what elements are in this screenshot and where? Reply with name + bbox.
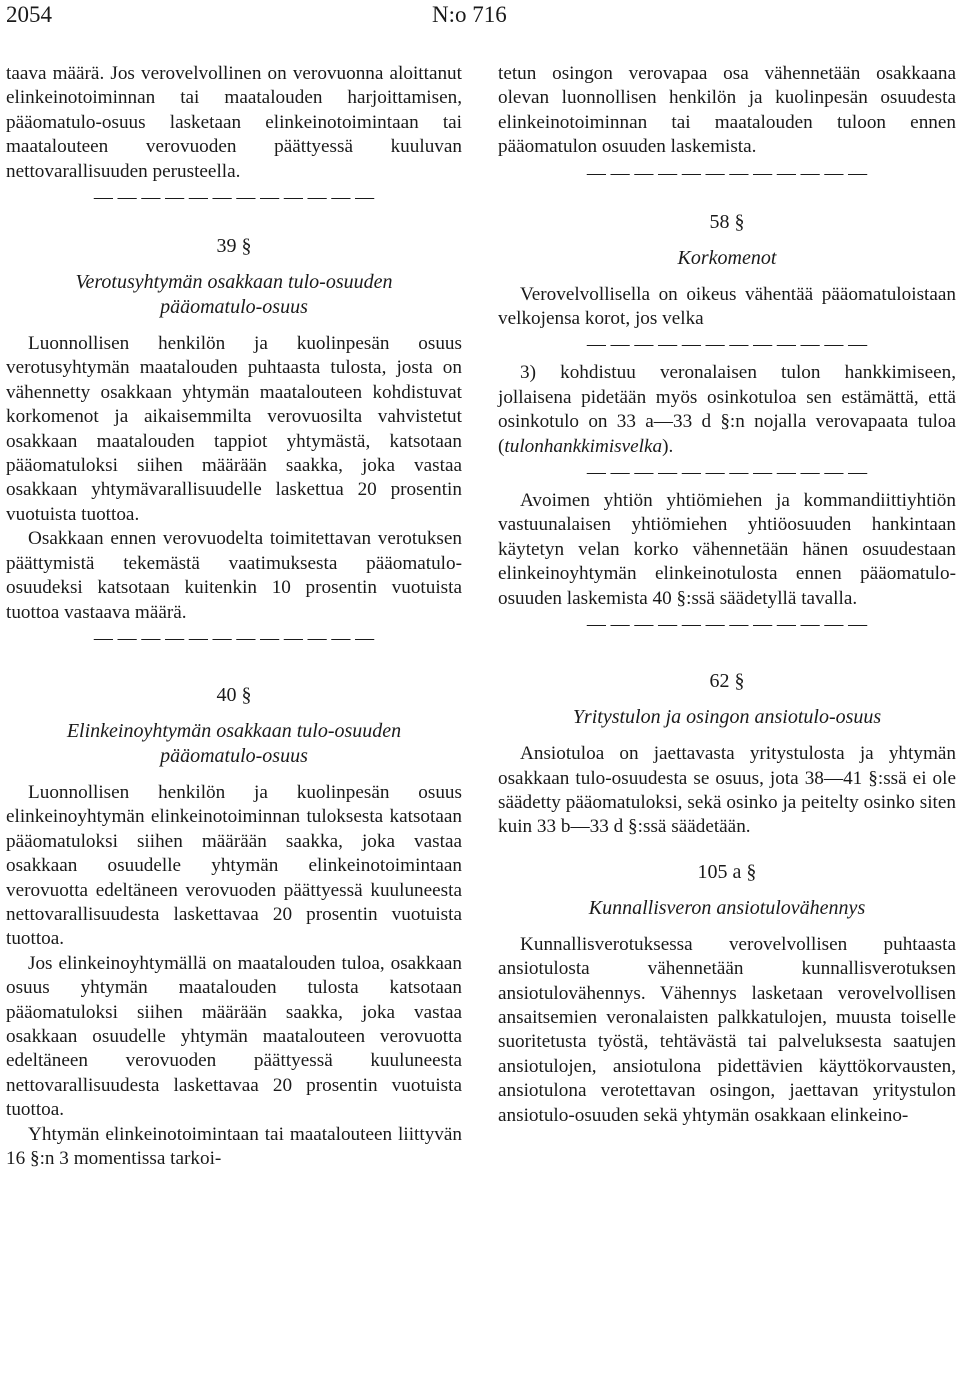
section-number-58: 58 §: [709, 210, 745, 233]
section-number-39: 39 §: [216, 235, 252, 258]
section-title-62: Yritystulon ja osingon ansiotulo-osuus: [572, 706, 882, 729]
right-column: [498, 62, 956, 1128]
paragraph-text: ).: [662, 435, 674, 457]
section-title-40-line1: Elinkeinoyhtymän osakkaan tulo-osuuden: [66, 719, 402, 742]
separator-dashes: — — — — — — — — — — — —: [93, 627, 375, 649]
separator-dashes: — — — — — — — — — — — —: [586, 162, 868, 184]
paragraph-text: 3) kohdistuu veronalaisen tulon hankkimiseen, jollaisena pidetään myös osinkotuloa sen estämättä, että osinkotulo on 33 a—33 d §:n nojalla verovapaata tuloa (: [498, 362, 956, 457]
page-header: [0, 0, 960, 40]
paragraph: taava määrä. Jos verovelvollinen on verovuonna aloittanut elinkeinotoiminnan tai maatalouden harjoittamisen, pääomatulo-osuus lasketaan elinkeinotoimintaan tai maatalouteen verovuoden päättyessä kuuluvan nettovarallisuuden perusteella.: [6, 63, 462, 182]
section-title-39-line2: pääomatulo-osuus: [160, 296, 308, 319]
paragraph: Yhtymän elinkeinotoimintaan tai maatalouteen liittyvän 16 §:n 3 momentissa tarkoi-: [6, 1123, 462, 1169]
paragraph: [498, 361, 956, 459]
section-title-58: Korkomenot: [677, 246, 777, 269]
section-number-62: 62 §: [709, 670, 745, 693]
separator-dashes: — — — — — — — — — — — —: [586, 614, 868, 636]
section-number-105a: 105 a §: [697, 860, 757, 883]
paragraph: Jos elinkeinoyhtymällä on maatalouden tuloa, osakkaan osuus yhtymän maatalouden tulosta katsotaan pääomatuloksi siihen määrään saakka, joka vastaa osakkaan osuudelle yhtymän maatalouteen verovuotta edeltäneen verovuoden päättyessä kuuluneesta nettovarallisuudesta laskettavaa 20 prosentin vuotuista tuottoa.: [6, 952, 462, 1121]
left-column: [6, 62, 462, 1171]
section-title-40-line2: pääomatulo-osuus: [160, 744, 308, 767]
paragraph: Avoimen yhtiön yhtiömiehen ja kommandiittiyhtiön vastuunalaisen yhtiömiehen yhtiöosuuden hankintaan käytetyn velan korko vähennetään hänen osuudestaan elinkeinoyhtymän elinkeinotulosta ennen pääomatulo-osuuden laskemista 40 §:ssä säädetyllä tavalla.: [498, 490, 956, 609]
paragraph: tetun osingon verovapaa osa vähennetään osakkaana olevan luonnollisen henkilön ja kuolinpesän osuudesta elinkeinotoiminnan tai maatalouden tuloon ennen pääomatulon osuuden laskemista.: [498, 63, 956, 158]
paragraph: Luonnollisen henkilön ja kuolinpesän osuus elinkeinoyhtymän elinkeinotoiminnan tuloksesta katsotaan pääomatuloksi siihen määrään saakka, joka vastaa osakkaan osuudelle yhtymän elinkeinotoimintaan verovuotta edeltäneen verovuoden päättyessä kuuluneesta nettovarallisuudesta laskettavaa 20 prosentin vuotuista tuottoa.: [6, 781, 462, 950]
paragraph: Ansiotuloa on jaettavasta yritystulosta ja yhtymän osakkaan tulo-osuudesta se osuus, jota 38—41 §:ssä ei ole säädetty pääomatuloksi, sekä osinko ja peitelty osinko siten kuin 33 b—33 d §:ssä säädetään.: [498, 743, 956, 838]
emphasized-term: tulonhankkimisvelka: [504, 435, 663, 457]
paragraph: Kunnallisverotuksessa verovelvollisen puhtaasta ansiotulosta vähennetään kunnallisverotuksen ansiotulovähennys. Vähennys lasketaan verovelvollisen ansaitsemien veronalaisten palkkatulojen, muusta toiselle suoritetusta työstä, tehtävästä tai palveluksesta saatujen ansiotulojen, ansiotulona pidettävien käyttökorvausten, ansiotulona verotettavan osingon, jaettavan yritystulon ansiotulo-osuuden sekä yhtymän osakkaan elinkeino-: [498, 933, 956, 1126]
paragraph: Luonnollisen henkilön ja kuolinpesän osuus verotusyhtymän maatalouden puhtaasta tulosta, josta on vähennetty osakkaan yhtymän maatalouteen kohdistuvat korkomenot ja aikaisemmilta verovuosilta vahvistetut osakkaan maatalouden tappiot yhtymästä, katsotaan pääomatuloksi siihen määrään saakka, joka vastaa osakkaan yhtymävarallisuudelle laskettua 20 prosentin vuotuista tuottoa.: [6, 333, 462, 525]
separator-dashes: — — — — — — — — — — — —: [586, 462, 868, 484]
section-title-105a: Kunnallisveron ansiotulovähennys: [588, 896, 866, 919]
section-title-39-line1: Verotusyhtymän osakkaan tulo-osuuden: [75, 271, 393, 294]
paragraph: Osakkaan ennen verovuodelta toimitettavan verotuksen päättymistä tekemästä vaatimuksesta pääomatulo-osuudeksi katsotaan kuitenkin 10 prosentin vuotuista tuottoa vastaava määrä.: [6, 528, 462, 623]
separator-dashes: — — — — — — — — — — — —: [586, 334, 868, 356]
paragraph: Verovelvollisella on oikeus vähentää pääomatuloistaan velkojensa korot, jos velka: [498, 283, 956, 330]
section-number-40: 40 §: [216, 683, 252, 706]
page-number: 2054: [6, 2, 52, 27]
document-number: N:o 716: [432, 2, 507, 27]
separator-dashes: — — — — — — — — — — — —: [93, 187, 375, 209]
